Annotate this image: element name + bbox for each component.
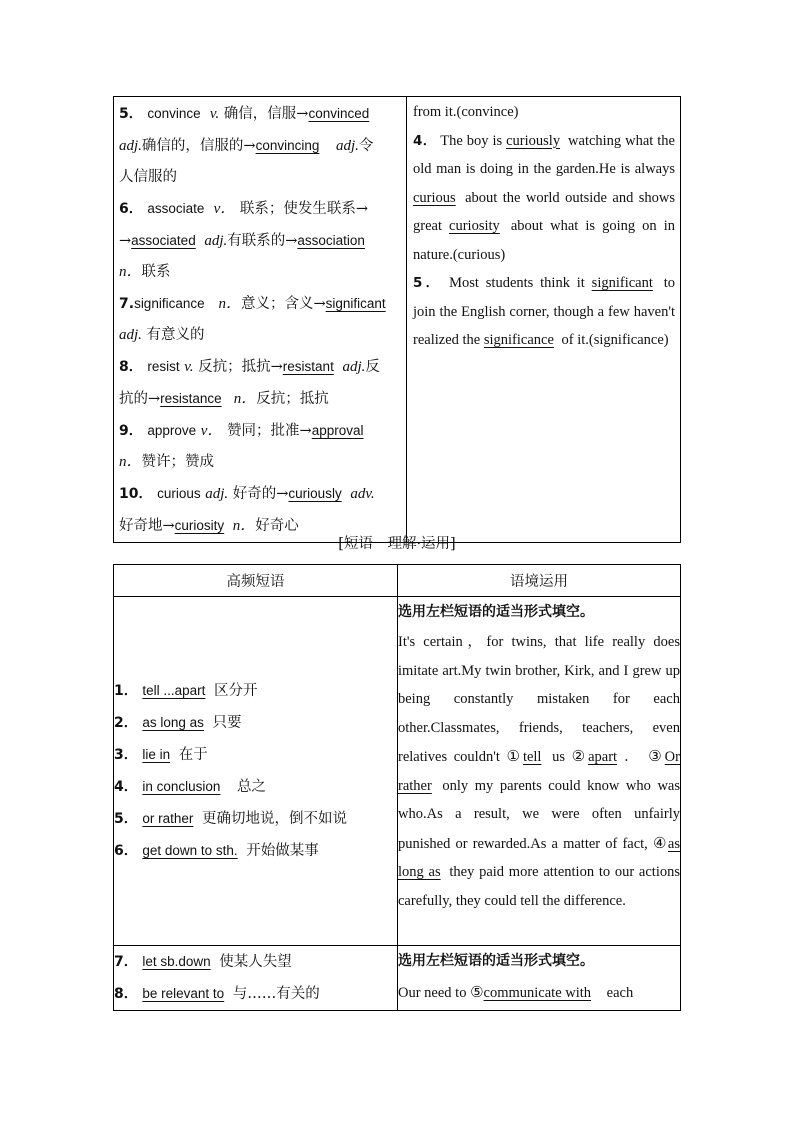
vocab-meaning: 令 [358, 138, 374, 154]
phrase-item: 3． lie in 在于 [114, 747, 208, 763]
passage-1: It's certain，for twins, that life really does imitate art.My twin brother, Kirk, and I grew up being constantly mistaken for each other.Classmates, friends, teachers, even relatives couldn't ①tell us ②apart ． ③Or rather only my parents could know who was who.As a result, we were often unfairly punished or rewarded.As a matter of fact, ④as long as they paid more attention to our actions carefully, they could tell the difference. [398, 634, 681, 909]
answer-blank: communicate with [483, 985, 592, 1001]
phrase-list-2 [114, 946, 398, 1011]
vocab-item-6-end: n．联系 [119, 264, 171, 280]
answer-blank: resistance [160, 391, 222, 406]
answer-blank: association [297, 233, 365, 248]
context-exercise-2 [398, 946, 681, 1011]
answer-blank: significance [483, 332, 554, 348]
phrase-item: 5． or rather 更确切地说，倒不如说 [114, 811, 347, 827]
answer-blank: as long as [398, 835, 681, 880]
vocabulary-list [114, 97, 407, 543]
instruction: 选用左栏短语的适当形式填空。 [398, 604, 594, 620]
answer-blank: associated [131, 233, 196, 248]
answer-blank: curiously [288, 486, 342, 501]
carryover-text: from it.(convince) [413, 104, 519, 120]
vocab-item-10-cont: 好奇地→curiosity n．好奇心 [119, 518, 299, 534]
answer-blank: apart [588, 749, 618, 765]
vocab-item-9: 9． approve v． 赞同；批准→approval [119, 415, 401, 447]
column-header-phrases: 高频短语 [114, 565, 398, 597]
answer-blank: approval [311, 423, 364, 438]
phrase-table [113, 564, 681, 1011]
vocab-item-5: 5． convince v. 确信，信服→convinced [119, 98, 401, 130]
context-exercise [398, 597, 681, 946]
vocab-item-5-cont: adj.确信的，信服的→convincing adj.令 [119, 138, 374, 154]
vocab-item-6-cont: →associated adj.有联系的→association [119, 225, 401, 257]
instruction: 选用左栏短语的适当形式填空。 [398, 953, 594, 969]
answer-blank: convinced [308, 106, 370, 121]
exercise-4: 4． The boy is curiously watching what the old man is doing in the garden.He is always curious about the world outside and shows great curiosity about what is going on in nature.(curious) [413, 132, 675, 263]
answer-blank: convincing [255, 138, 320, 153]
section-heading: [短语 理解·运用] [338, 536, 456, 552]
answer-blank: curiosity [449, 218, 500, 234]
vocab-item-10: 10． curious adj. 好奇的→curiously adv. [119, 486, 375, 502]
vocabulary-exercises [407, 97, 681, 543]
phrase-item: 8． be relevant to 与……有关的 [114, 986, 320, 1002]
answer-blank: significant [591, 275, 653, 291]
vocab-item-5-end: 人信服的 [119, 169, 177, 185]
phrase-list [114, 597, 398, 946]
exercise-5: 5． Most students think it significant to join the English corner, though a few haven't realized the significance of it.(significance) [413, 275, 675, 348]
vocab-item-8-cont: 抗的→resistance n．反抗；抵抗 [119, 391, 329, 407]
vocab-item-7-cont: adj. 有意义的 [119, 327, 205, 343]
phrase-item: 1． tell ...apart 区分开 [114, 683, 258, 699]
passage-2: Our need to ⑤communicate with each [398, 983, 634, 1001]
answer-blank: resistant [282, 359, 334, 374]
answer-blank: curious [413, 189, 456, 206]
vocab-item-8: 8． resist v. 反抗；抵抗→resistant adj.反 [119, 359, 380, 375]
vocab-item-9-cont: n．赞许；赞成 [119, 454, 215, 470]
answer-blank: curiosity [174, 518, 225, 533]
vocabulary-table [113, 96, 681, 543]
answer-blank: tell [522, 749, 542, 765]
column-header-context: 语境运用 [398, 565, 681, 597]
phrase-item: 4． in conclusion 总之 [114, 779, 267, 795]
vocab-item-6: 6． associate v． 联系；使发生联系→ [119, 201, 369, 217]
answer-blank: curiously [506, 132, 561, 149]
answer-blank: Or rather [398, 749, 680, 794]
phrase-item: 6． get down to sth. 开始做某事 [114, 843, 319, 859]
phrase-item: 7． let sb.down 使某人失望 [114, 954, 292, 970]
vocab-item-7: 7.significance n．意义；含义→significant [119, 288, 401, 320]
phrase-item: 2． as long as 只要 [114, 715, 242, 731]
answer-blank: significant [325, 296, 386, 311]
